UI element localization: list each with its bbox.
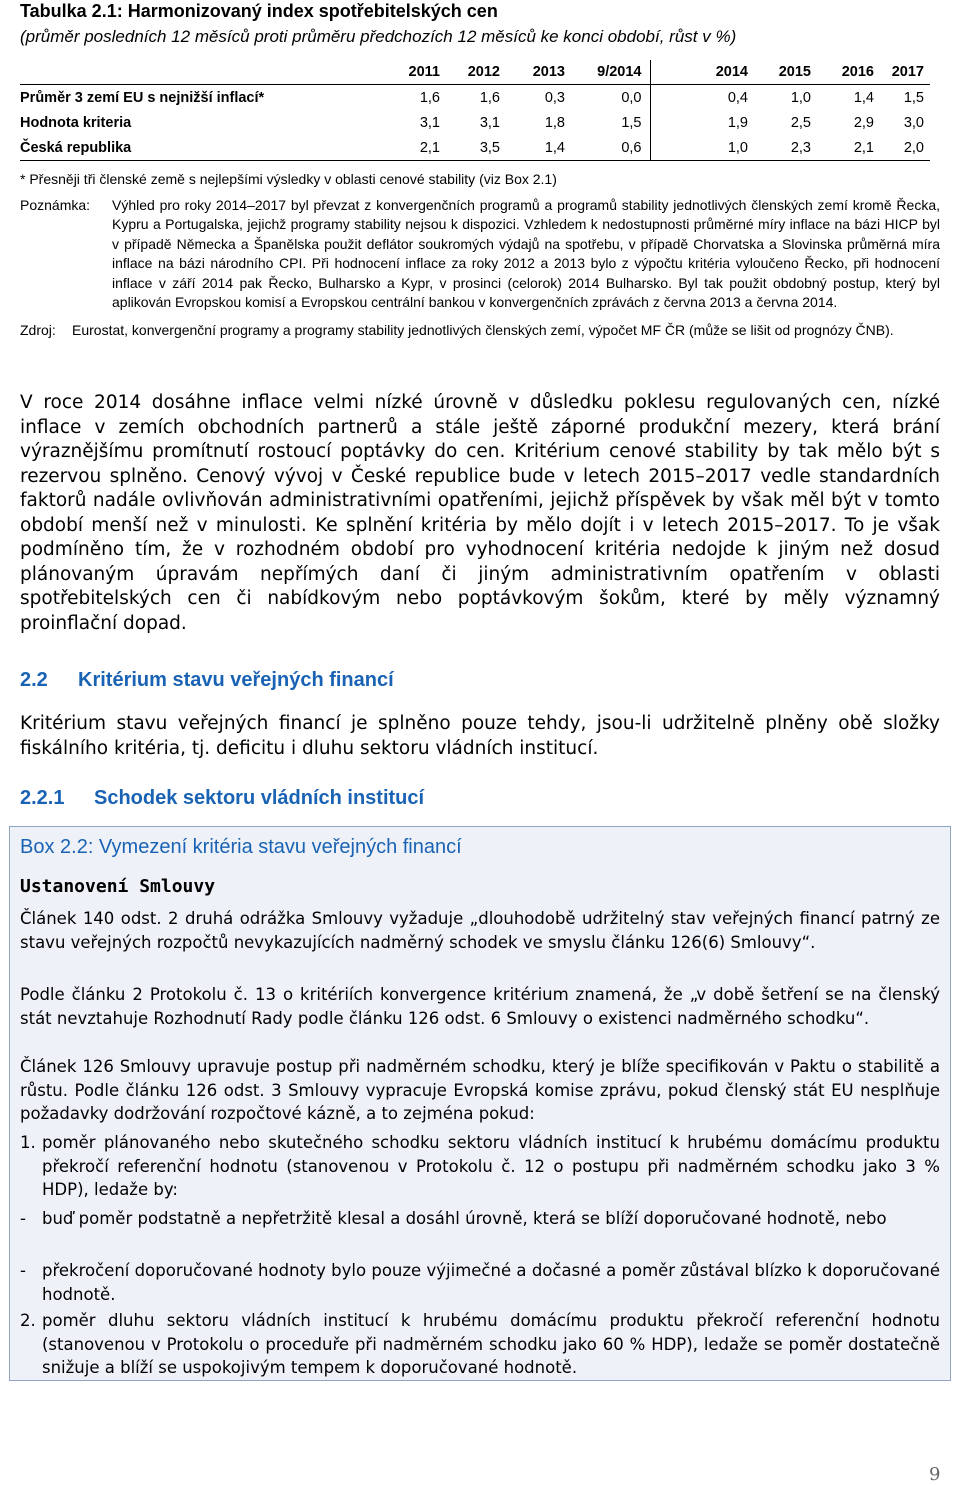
table-cell: 2,9 (853, 114, 874, 131)
column-header: 2014 (650, 60, 748, 85)
column-header: 2013 (500, 60, 565, 85)
table-cell: 1,4 (853, 89, 874, 106)
note-text: Výhled pro roky 2014–2017 byl převzat z konvergenčních programů a programů stability jednotlivých členských zemí kromě Řecka, Kypru a Portugalska, jejichž programy stability nejsou k dispozici. Vzhledem k nedostupnosti průměrné míry inflace na bázi HICP byl v případě Německa a Španělska použit deflátor soukromých výdajů na spotřebu, v případě Chorvatska a Slovinska průměrná míra inflace na bázi národního CPI. Při hodnocení inflace za roky 2012 a 2013 bylo z výpočtu kritéria vyloučeno Řecko, při hodnocení inflace v září 2014 pak Řecko, Bulharsko a Kypr, v prosinci (celorok) 2014 Bulharsko. Byl tak použit obdobný postup, který byl aplikován Evropskou komisí a Evropskou centrální bankou v konvergenčních zprávách z června 2013 a června 2014. (112, 196, 940, 310)
table-source (20, 321, 940, 341)
list-item (20, 1207, 940, 1231)
table-title: Tabulka 2.1: Harmonizovaný index spotřebitelských cen (20, 1, 498, 21)
box-paragraph: Článek 126 Smlouvy upravuje postup při nadměrném schodku, který je blíže specifikován v Paktu o stabilitě a růstu. Podle článku 126 odst. 3 Smlouvy vypracuje Evropská komise zprávu, pokud členský stát EU nesplňuje požadavky dodržování rozpočtové kázně, a to zejména pokud: (20, 1057, 940, 1123)
list-text: buď poměr podstatně a nepřetržitě klesal a dosáhl úrovně, která se blíží doporučované hodnotě, nebo (42, 1209, 887, 1228)
table-cell: 1,9 (727, 114, 748, 131)
list-item (20, 1309, 940, 1380)
table-cell: 1,5 (903, 89, 924, 106)
row-label: Česká republika (20, 135, 365, 161)
list-item (20, 1131, 940, 1202)
inflation-table (20, 60, 930, 161)
table-cell: 3,1 (479, 114, 500, 131)
list-marker: - (20, 1261, 26, 1280)
section-number: 2.2 (20, 669, 48, 691)
subsection-number: 2.2.1 (20, 787, 65, 809)
box-paragraph: Článek 140 odst. 2 druhá odrážka Smlouvy vyžaduje „dlouhodobě udržitelný stav veřejných financí patrný ze stavu veřejných rozpočtů nevykazujících nadměrný schodek ve smyslu článku 126(6) Smlouvy“. (20, 909, 940, 952)
list-marker: 1. (20, 1133, 36, 1152)
paragraph-fiscal-criterion: Kritérium stavu veřejných financí je splněno pouze tehdy, jsou-li udržitelně plněny obě složky fiskálního kritéria, tj. deficitu i dluhu sektoru vládních institucí. (20, 713, 940, 759)
table-cell: 1,5 (565, 110, 650, 135)
table-cell: 0,6 (565, 135, 650, 161)
section-title: Kritérium stavu veřejných financí (78, 669, 394, 691)
table-footnote: * Přesněji tři členské země s nejlepšími výsledky v oblasti cenové stability (viz Box 2.1) (20, 171, 557, 187)
table-cell: 1,8 (544, 114, 565, 131)
table-subtitle: (průměr posledních 12 měsíců proti průměru předchozích 12 měsíců ke konci období, růst v %) (20, 27, 737, 46)
table-cell: 1,0 (650, 135, 748, 161)
table-header-row (20, 60, 930, 85)
list-marker: - (20, 1209, 26, 1228)
table-cell: 1,6 (419, 89, 440, 106)
table-cell: 0,3 (544, 89, 565, 106)
paragraph-inflation-outlook: V roce 2014 dosáhne inflace velmi nízké úrovně v důsledku poklesu regulovaných cen, nízké inflace v zemích obchodních partnerů a stále ještě záporné produkční mezery, která brání výraznějšímu promítnutí rostoucí poptávky do cen. Kritérium cenové stability by tak mělo být s rezervou splněno. Cenový vývoj v České republice bude v letech 2015–2017 vedle standardních faktorů nadále ovlivňován administrativními opatřeními, jejichž příspěvek by však měl být v tomto období menší než v minulosti. Ke splnění kritéria by mělo dojít i v letech 2015–2017. To je však podmíněno tím, že v rozhodném období pro vyhodnocení kritéria nedojde k jiným než dosud plánovaným úpravám nepřímých daní či jiným administrativním opatřením v oblasti spotřebitelských cen či nabídkovým nebo poptávkovým šokům, které by měly významný proinflační dopad. (20, 392, 940, 634)
table-row (20, 85, 930, 111)
column-header: 2012 (440, 60, 500, 85)
box-title: Box 2.2: Vymezení kritéria stavu veřejných financí (20, 836, 462, 858)
note-label: Poznámka: (20, 196, 91, 213)
table-cell: 3,5 (440, 135, 500, 161)
table-cell: 2,3 (748, 135, 811, 161)
table-cell: 2,1 (811, 135, 874, 161)
subsection-title: Schodek sektoru vládních institucí (94, 787, 425, 809)
table-row (20, 135, 930, 161)
list-text: překročení doporučované hodnoty bylo pouze výjimečné a dočasné a poměr zůstával blízko k doporučované hodnotě. (42, 1261, 940, 1304)
column-header: 2011 (365, 60, 440, 85)
list-item (20, 1259, 940, 1306)
column-header: 2016 (811, 60, 874, 85)
table-cell: 1,4 (500, 135, 565, 161)
page-number: 9 (929, 1464, 941, 1485)
row-label: Průměr 3 zemí EU s nejnižší inflací* (20, 89, 265, 106)
source-text: Eurostat, konvergenční programy a programy stability jednotlivých členských zemí, výpočet MF ČR (může se lišit od prognózy ČNB). (72, 321, 894, 338)
table-row (20, 110, 930, 135)
box-paragraph: Podle článku 2 Protokolu č. 13 o kritériích konvergence kritérium znamená, že „v době šetření se na členský stát nevztahuje Rozhodnutí Rady podle článku 126 odst. 6 Smlouvy o existenci nadměrného schodku“. (20, 985, 940, 1028)
list-marker: 2. (20, 1311, 36, 1330)
table-cell: 1,6 (479, 89, 500, 106)
table-note (20, 196, 940, 313)
column-header: 2017 (874, 60, 930, 85)
table-notes (20, 170, 940, 340)
table-cell: 1,0 (790, 89, 811, 106)
list-text: poměr dluhu sektoru vládních institucí k hrubému domácímu produktu překročí referenční hodnotu (stanovenou v Protokolu o proceduře při nadměrném schodku jako 60 % HDP), ledaže se poměr dostatečně snižuje a blíží se uspokojivým tempem k doporučované hodnotě. (42, 1311, 940, 1377)
row-label: Hodnota kriteria (20, 114, 132, 131)
source-label: Zdroj: (20, 321, 56, 338)
table-cell: 3,0 (903, 114, 924, 131)
table-cell: 2,0 (874, 135, 930, 161)
list-text: poměr plánovaného nebo skutečného schodku sektoru vládních institucí k hrubému domácímu produktu překročí referenční hodnotu (stanovenou v Protokolu č. 12 o postupu při nadměrném schodku jako 3 % HDP), ledaže by: (42, 1133, 940, 1199)
table-cell: 0,4 (727, 89, 748, 106)
subsection-heading (20, 787, 424, 810)
column-header: 2015 (748, 60, 811, 85)
column-header: 9/2014 (565, 60, 650, 85)
table-cell: 2,5 (790, 114, 811, 131)
table-cell: 0,0 (565, 85, 650, 111)
table-cell: 2,1 (365, 135, 440, 161)
table-cell: 3,1 (419, 114, 440, 131)
section-heading (20, 669, 394, 692)
box-subtitle: Ustanovení Smlouvy (20, 876, 216, 897)
